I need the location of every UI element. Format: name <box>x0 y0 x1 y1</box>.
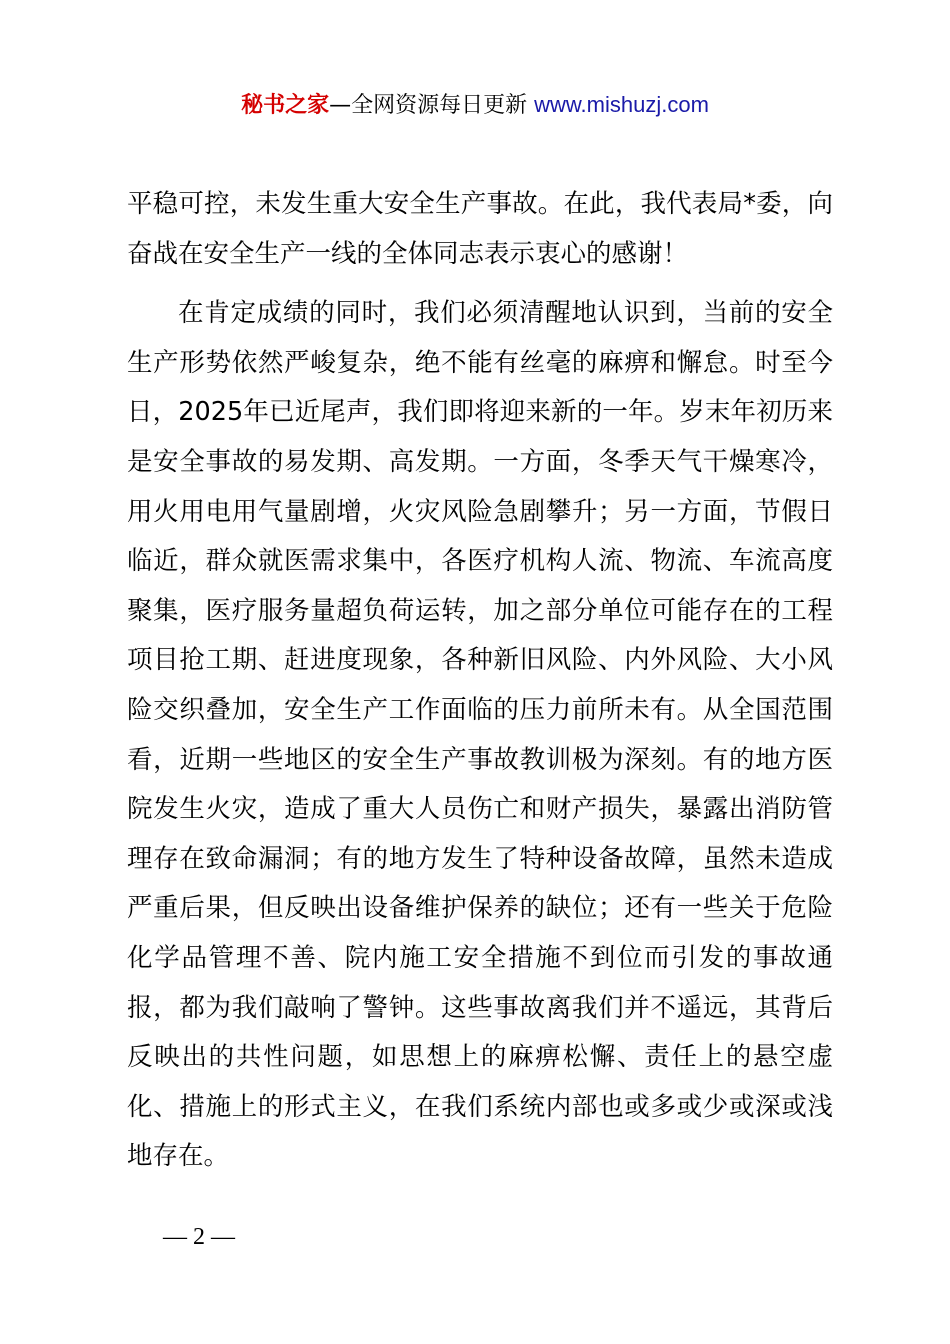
document-body <box>127 180 833 1182</box>
page-number: — 2 — <box>163 1224 235 1250</box>
paragraph-safety-situation: 在肯定成绩的同时，我们必须清醒地认识到，当前的安全生产形势依然严峻复杂，绝不能有丝毫的麻痹和懈怠。时至今日，2025年已近尾声，我们即将迎来新的一年。岁末年初历来是安全事故的易发期、高发期。一方面，冬季天气干燥寒冷，用火用电用气量剧增，火灾风险急剧攀升；另一方面，节假日临近，群众就医需求集中，各医疗机构人流、物流、车流高度聚集，医疗服务量超负荷运转，加之部分单位可能存在的工程项目抢工期、赶进度现象，各种新旧风险、内外风险、大小风险交织叠加，安全生产工作面临的压力前所未有。从全国范围看，近期一些地区的安全生产事故教训极为深刻。有的地方医院发生火灾，造成了重大人员伤亡和财产损失，暴露出消防管理存在致命漏洞；有的地方发生了特种设备故障，虽然未造成严重后果，但反映出设备维护保养的缺位；还有一些关于危险化学品管理不善、院内施工安全措施不到位而引发的事故通报，都为我们敲响了警钟。这些事故离我们并不遥远，其背后反映出的共性问题，如思想上的麻痹松懈、责任上的悬空虚化、措施上的形式主义，在我们系统内部也或多或少或深或浅地存在。 <box>127 298 833 1172</box>
paragraph-continuation: 平稳可控，未发生重大安全生产事故。在此，我代表局*委，向奋战在安全生产一线的全体同志表示衷心的感谢！ <box>127 189 833 269</box>
brand-name: 秘书之家 <box>241 93 330 118</box>
site-url-link[interactable]: www.mishuzj.com <box>534 92 709 117</box>
site-header <box>0 88 950 123</box>
header-tagline: —全网资源每日更新 <box>329 93 535 118</box>
